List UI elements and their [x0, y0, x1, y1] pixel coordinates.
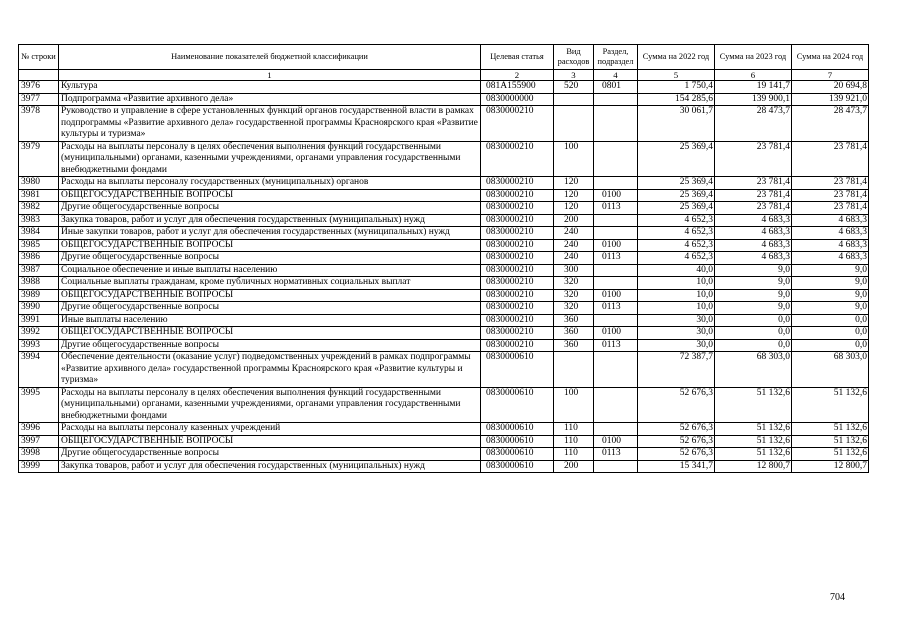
sum-2024: 0,0 [792, 327, 869, 340]
indicator-name: ОБЩЕГОСУДАРСТВЕННЫЕ ВОПРОСЫ [59, 189, 481, 202]
target-article: 0830000610 [481, 387, 554, 423]
section-code [594, 460, 638, 473]
indicator-name: Расходы на выплаты персоналу в целях обеспечения выполнения функций государственными (муниципальными) органами, казенными учреждениями, органами управления государственными внебюджетными фондами [59, 141, 481, 177]
sum-2024: 51 132,6 [792, 423, 869, 436]
header-target-article: Целевая статья [481, 45, 554, 70]
sum-2022: 10,0 [638, 289, 715, 302]
indicator-name: Иные выплаты населению [59, 314, 481, 327]
column-number: 4 [594, 70, 638, 81]
indicator-name: Социальные выплаты гражданам, кроме публичных нормативных социальных выплат [59, 277, 481, 290]
row-number: 3984 [19, 227, 59, 240]
row-number: 3994 [19, 352, 59, 388]
sum-2024: 4 683,3 [792, 214, 869, 227]
section-code [594, 314, 638, 327]
target-article: 0830000210 [481, 141, 554, 177]
sum-2024: 4 683,3 [792, 252, 869, 265]
section-code: 0113 [594, 302, 638, 315]
expense-type: 360 [554, 339, 594, 352]
table-row [19, 352, 869, 388]
row-number: 3991 [19, 314, 59, 327]
target-article: 0830000210 [481, 239, 554, 252]
sum-2023: 4 683,3 [715, 252, 792, 265]
sum-2023: 28 473,7 [715, 106, 792, 142]
row-number: 3990 [19, 302, 59, 315]
sum-2024: 9,0 [792, 277, 869, 290]
sum-2022: 72 387,7 [638, 352, 715, 388]
indicator-name: Иные закупки товаров, работ и услуг для обеспечения государственных (муниципальных) нужд [59, 227, 481, 240]
sum-2024: 23 781,4 [792, 189, 869, 202]
section-code: 0100 [594, 189, 638, 202]
table-row [19, 435, 869, 448]
target-article: 0830000000 [481, 93, 554, 106]
sum-2024: 0,0 [792, 314, 869, 327]
expense-type: 200 [554, 460, 594, 473]
row-number: 3986 [19, 252, 59, 265]
section-code: 0100 [594, 289, 638, 302]
target-article: 0830000210 [481, 202, 554, 215]
indicator-name: ОБЩЕГОСУДАРСТВЕННЫЕ ВОПРОСЫ [59, 327, 481, 340]
indicator-name: Другие общегосударственные вопросы [59, 202, 481, 215]
sum-2023: 23 781,4 [715, 202, 792, 215]
table-row [19, 264, 869, 277]
section-code: 0113 [594, 448, 638, 461]
section-code [594, 177, 638, 190]
sum-2022: 30,0 [638, 339, 715, 352]
row-number: 3997 [19, 435, 59, 448]
indicator-name: Другие общегосударственные вопросы [59, 339, 481, 352]
sum-2022: 25 369,4 [638, 177, 715, 190]
sum-2024: 139 921,0 [792, 93, 869, 106]
indicator-name: Другие общегосударственные вопросы [59, 252, 481, 265]
section-code: 0100 [594, 327, 638, 340]
row-number: 3977 [19, 93, 59, 106]
expense-type: 110 [554, 423, 594, 436]
sum-2022: 4 652,3 [638, 239, 715, 252]
sum-2023: 9,0 [715, 302, 792, 315]
table-row [19, 227, 869, 240]
sum-2022: 1 750,4 [638, 81, 715, 94]
indicator-name: Обеспечение деятельности (оказание услуг) подведомственных учреждений в рамках подпрограммы «Развитие архивного дела» государственной программы Красноярского края «Развитие культуры и туризма» [59, 352, 481, 388]
expense-type: 120 [554, 177, 594, 190]
expense-type: 100 [554, 141, 594, 177]
section-code: 0113 [594, 339, 638, 352]
sum-2022: 154 285,6 [638, 93, 715, 106]
sum-2023: 0,0 [715, 339, 792, 352]
expense-type: 360 [554, 327, 594, 340]
sum-2023: 9,0 [715, 277, 792, 290]
expense-type: 320 [554, 302, 594, 315]
indicator-name: ОБЩЕГОСУДАРСТВЕННЫЕ ВОПРОСЫ [59, 239, 481, 252]
table-row [19, 214, 869, 227]
sum-2022: 10,0 [638, 277, 715, 290]
sum-2024: 20 694,8 [792, 81, 869, 94]
sum-2024: 0,0 [792, 339, 869, 352]
sum-2023: 23 781,4 [715, 177, 792, 190]
expense-type: 100 [554, 387, 594, 423]
target-article: 0830000210 [481, 189, 554, 202]
row-number: 3982 [19, 202, 59, 215]
sum-2024: 23 781,4 [792, 177, 869, 190]
sum-2022: 15 341,7 [638, 460, 715, 473]
table-row [19, 448, 869, 461]
table-row [19, 423, 869, 436]
sum-2023: 19 141,7 [715, 81, 792, 94]
sum-2022: 52 676,3 [638, 387, 715, 423]
target-article: 0830000210 [481, 289, 554, 302]
sum-2023: 4 683,3 [715, 214, 792, 227]
target-article: 0830000210 [481, 252, 554, 265]
sum-2022: 25 369,4 [638, 189, 715, 202]
sum-2024: 23 781,4 [792, 141, 869, 177]
row-number: 3992 [19, 327, 59, 340]
sum-2024: 4 683,3 [792, 239, 869, 252]
budget-table-sheet [18, 44, 868, 473]
sum-2024: 51 132,6 [792, 435, 869, 448]
column-number: 3 [554, 70, 594, 81]
table-row [19, 177, 869, 190]
sum-2023: 0,0 [715, 314, 792, 327]
target-article: 0830000610 [481, 435, 554, 448]
sum-2022: 25 369,4 [638, 141, 715, 177]
sum-2024: 51 132,6 [792, 387, 869, 423]
column-number: 6 [715, 70, 792, 81]
column-number: 7 [792, 70, 869, 81]
target-article: 0830000210 [481, 177, 554, 190]
expense-type: 110 [554, 435, 594, 448]
section-code: 0100 [594, 239, 638, 252]
indicator-name: Социальное обеспечение и иные выплаты населению [59, 264, 481, 277]
row-number: 3983 [19, 214, 59, 227]
target-article: 0830000610 [481, 352, 554, 388]
target-article: 0830000210 [481, 264, 554, 277]
section-code [594, 352, 638, 388]
section-code [594, 106, 638, 142]
section-code: 0113 [594, 202, 638, 215]
row-number: 3976 [19, 81, 59, 94]
sum-2024: 9,0 [792, 302, 869, 315]
sum-2022: 40,0 [638, 264, 715, 277]
section-code [594, 264, 638, 277]
target-article: 0830000210 [481, 106, 554, 142]
table-row [19, 239, 869, 252]
table-row [19, 141, 869, 177]
table-row [19, 277, 869, 290]
table-body [19, 81, 869, 473]
column-number-row [19, 70, 869, 81]
sum-2023: 4 683,3 [715, 239, 792, 252]
sum-2022: 52 676,3 [638, 435, 715, 448]
page-number: 704 [830, 592, 845, 603]
sum-2022: 52 676,3 [638, 448, 715, 461]
header-row [19, 45, 869, 70]
section-code [594, 93, 638, 106]
table-row [19, 302, 869, 315]
expense-type: 120 [554, 189, 594, 202]
section-code [594, 227, 638, 240]
sum-2022: 4 652,3 [638, 214, 715, 227]
header-sum-2024: Сумма на 2024 год [792, 45, 869, 70]
target-article: 0830000210 [481, 214, 554, 227]
sum-2024: 12 800,7 [792, 460, 869, 473]
sum-2024: 51 132,6 [792, 448, 869, 461]
table-row [19, 93, 869, 106]
header-expense-type: Вид расходов [554, 45, 594, 70]
row-number: 3993 [19, 339, 59, 352]
budget-table [18, 44, 869, 473]
table-row [19, 314, 869, 327]
sum-2023: 12 800,7 [715, 460, 792, 473]
target-article: 0830000210 [481, 277, 554, 290]
indicator-name: Расходы на выплаты персоналу в целях обеспечения выполнения функций государственными (муниципальными) органами, казенными учреждениями, органами управления государственными внебюджетными фондами [59, 387, 481, 423]
expense-type: 360 [554, 314, 594, 327]
table-row [19, 460, 869, 473]
sum-2024: 9,0 [792, 264, 869, 277]
header-section: Раздел, подраздел [594, 45, 638, 70]
sum-2023: 9,0 [715, 289, 792, 302]
expense-type [554, 93, 594, 106]
row-number: 3979 [19, 141, 59, 177]
header-sum-2022: Сумма на 2022 год [638, 45, 715, 70]
indicator-name: Расходы на выплаты персоналу казенных учреждений [59, 423, 481, 436]
header-row-number: № строки [19, 45, 59, 70]
indicator-name: Подпрограмма «Развитие архивного дела» [59, 93, 481, 106]
column-number-blank [19, 70, 59, 81]
sum-2024: 9,0 [792, 289, 869, 302]
expense-type: 200 [554, 214, 594, 227]
expense-type [554, 352, 594, 388]
sum-2023: 9,0 [715, 264, 792, 277]
table-row [19, 289, 869, 302]
sum-2022: 30,0 [638, 314, 715, 327]
sum-2023: 139 900,1 [715, 93, 792, 106]
indicator-name: Расходы на выплаты персоналу государственных (муниципальных) органов [59, 177, 481, 190]
target-article: 0830000210 [481, 339, 554, 352]
row-number: 3987 [19, 264, 59, 277]
table-row [19, 327, 869, 340]
target-article: 0830000210 [481, 302, 554, 315]
target-article: 0830000210 [481, 227, 554, 240]
row-number: 3999 [19, 460, 59, 473]
row-number: 3998 [19, 448, 59, 461]
row-number: 3996 [19, 423, 59, 436]
sum-2022: 30,0 [638, 327, 715, 340]
sum-2022: 10,0 [638, 302, 715, 315]
row-number: 3978 [19, 106, 59, 142]
sum-2023: 51 132,6 [715, 387, 792, 423]
row-number: 3988 [19, 277, 59, 290]
expense-type: 300 [554, 264, 594, 277]
table-row [19, 252, 869, 265]
header-indicator-name: Наименование показателей бюджетной классификации [59, 45, 481, 70]
sum-2023: 51 132,6 [715, 435, 792, 448]
indicator-name: ОБЩЕГОСУДАРСТВЕННЫЕ ВОПРОСЫ [59, 435, 481, 448]
table-row [19, 106, 869, 142]
sum-2023: 51 132,6 [715, 423, 792, 436]
row-number: 3995 [19, 387, 59, 423]
sum-2022: 4 652,3 [638, 227, 715, 240]
row-number: 3981 [19, 189, 59, 202]
sum-2023: 68 303,0 [715, 352, 792, 388]
expense-type: 240 [554, 239, 594, 252]
sum-2023: 23 781,4 [715, 189, 792, 202]
expense-type: 240 [554, 227, 594, 240]
indicator-name: Руководство и управление в сфере установленных функций органов государственной власти в рамках подпрограммы «Развитие архивного дела» государственной программы Красноярского края «Развитие культуры и туризма» [59, 106, 481, 142]
section-code [594, 277, 638, 290]
expense-type: 320 [554, 289, 594, 302]
table-row [19, 81, 869, 94]
sum-2022: 30 061,7 [638, 106, 715, 142]
indicator-name: Культура [59, 81, 481, 94]
column-number: 5 [638, 70, 715, 81]
expense-type: 320 [554, 277, 594, 290]
sum-2024: 28 473,7 [792, 106, 869, 142]
row-number: 3980 [19, 177, 59, 190]
indicator-name: Другие общегосударственные вопросы [59, 448, 481, 461]
row-number: 3985 [19, 239, 59, 252]
table-row [19, 387, 869, 423]
sum-2023: 0,0 [715, 327, 792, 340]
target-article: 081А155900 [481, 81, 554, 94]
expense-type: 240 [554, 252, 594, 265]
section-code [594, 387, 638, 423]
sum-2022: 25 369,4 [638, 202, 715, 215]
target-article: 0830000210 [481, 327, 554, 340]
sum-2023: 23 781,4 [715, 141, 792, 177]
section-code [594, 141, 638, 177]
row-number: 3989 [19, 289, 59, 302]
sum-2024: 68 303,0 [792, 352, 869, 388]
header-sum-2023: Сумма на 2023 год [715, 45, 792, 70]
expense-type: 520 [554, 81, 594, 94]
target-article: 0830000210 [481, 314, 554, 327]
target-article: 0830000610 [481, 448, 554, 461]
indicator-name: Другие общегосударственные вопросы [59, 302, 481, 315]
sum-2022: 52 676,3 [638, 423, 715, 436]
sum-2023: 51 132,6 [715, 448, 792, 461]
section-code: 0801 [594, 81, 638, 94]
expense-type: 110 [554, 448, 594, 461]
section-code: 0113 [594, 252, 638, 265]
sum-2022: 4 652,3 [638, 252, 715, 265]
expense-type [554, 106, 594, 142]
target-article: 0830000610 [481, 460, 554, 473]
sum-2024: 4 683,3 [792, 227, 869, 240]
section-code [594, 214, 638, 227]
expense-type: 120 [554, 202, 594, 215]
column-number: 2 [481, 70, 554, 81]
table-row [19, 189, 869, 202]
sum-2024: 23 781,4 [792, 202, 869, 215]
indicator-name: Закупка товаров, работ и услуг для обеспечения государственных (муниципальных) нужд [59, 214, 481, 227]
section-code: 0100 [594, 435, 638, 448]
indicator-name: Закупка товаров, работ и услуг для обеспечения государственных (муниципальных) нужд [59, 460, 481, 473]
column-number: 1 [59, 70, 481, 81]
section-code [594, 423, 638, 436]
target-article: 0830000610 [481, 423, 554, 436]
sum-2023: 4 683,3 [715, 227, 792, 240]
table-row [19, 202, 869, 215]
table-row [19, 339, 869, 352]
indicator-name: ОБЩЕГОСУДАРСТВЕННЫЕ ВОПРОСЫ [59, 289, 481, 302]
